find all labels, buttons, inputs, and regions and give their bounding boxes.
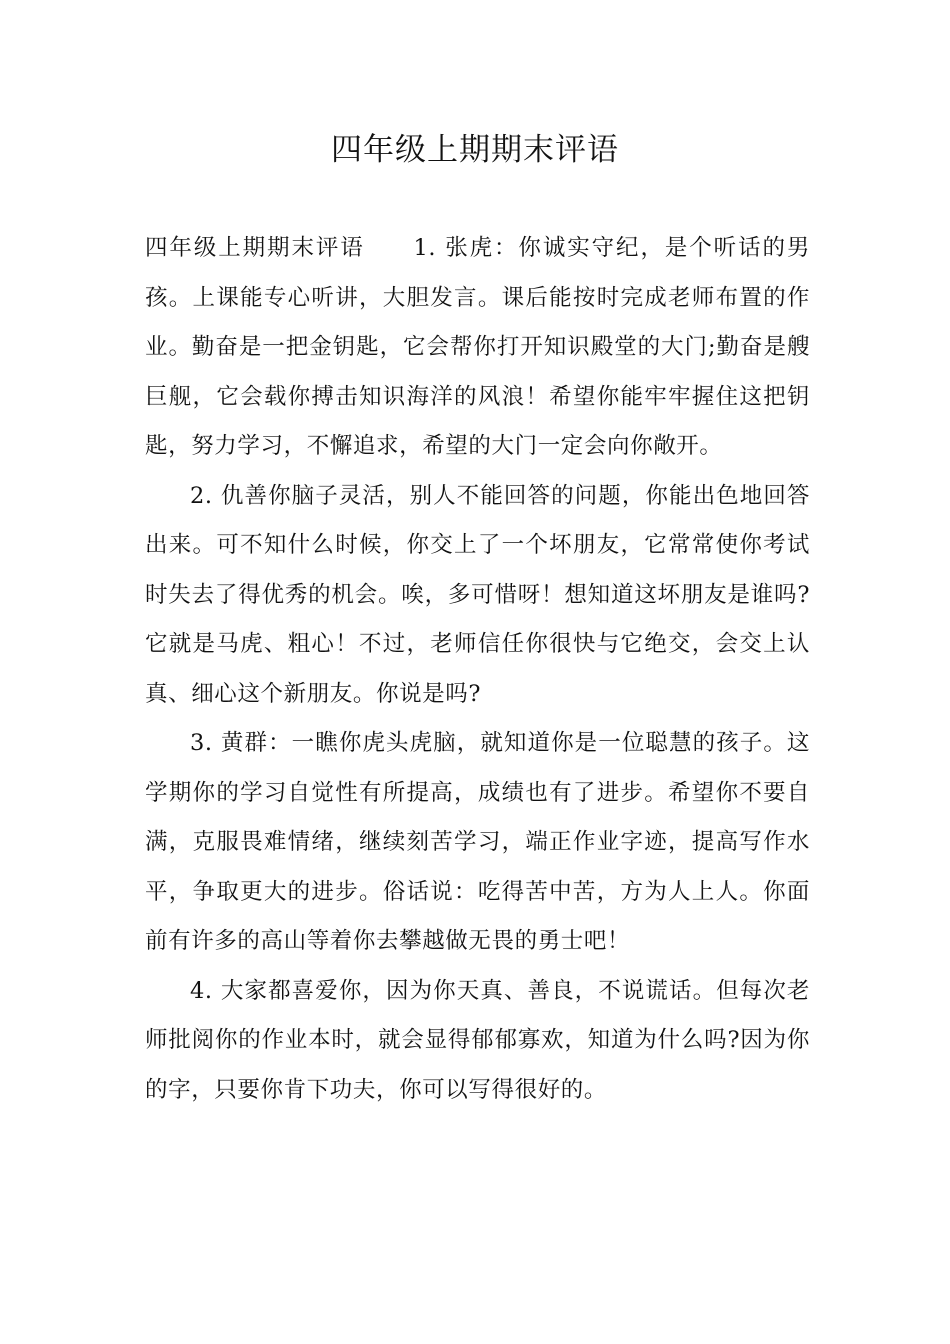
document-title: 四年级上期期末评语	[331, 132, 619, 168]
paragraph-3: 3. 黄群：一瞧你虎头虎脑，就知道你是一位聪慧的孩子。这学期你的学习自觉性有所提高，成绩也有了进步。希望你不要自满，克服畏难情绪，继续刻苦学习，端正作业字迹，提高写作水平，争取更大的进步。俗话说：吃得苦中苦，方为人上人。你面前有许多的高山等着你去攀越做无畏的勇士吧！	[145, 730, 810, 954]
paragraph-2: 2. 仇善你脑子灵活，别人不能回答的问题，你能出色地回答出来。可不知什么时候，你交上了一个坏朋友，它常常使你考试时失去了得优秀的机会。唉，多可惜呀！想知道这坏朋友是谁吗?它就是马虎、粗心！不过，老师信任你很快与它绝交，会交上认真、细心这个新朋友。你说是吗?	[145, 482, 810, 707]
paragraph-1: 四年级上期期末评语 1. 张虎：你诚实守纪，是个听话的男孩。上课能专心听讲，大胆发言。课后能按时完成老师布置的作业。勤奋是一把金钥匙，它会帮你打开知识殿堂的大门;勤奋是艘巨舰，它会载你搏击知识海洋的风浪！希望你能牢牢握住这把钥匙，努力学习，不懈追求，希望的大门一定会向你敞开。	[145, 235, 810, 459]
document-body	[145, 224, 810, 1115]
paragraph-4: 4. 大家都喜爱你，因为你天真、善良，不说谎话。但每次老师批阅你的作业本时，就会显得郁郁寡欢，知道为什么吗?因为你的字，只要你肯下功夫，你可以写得很好的。	[145, 977, 810, 1103]
